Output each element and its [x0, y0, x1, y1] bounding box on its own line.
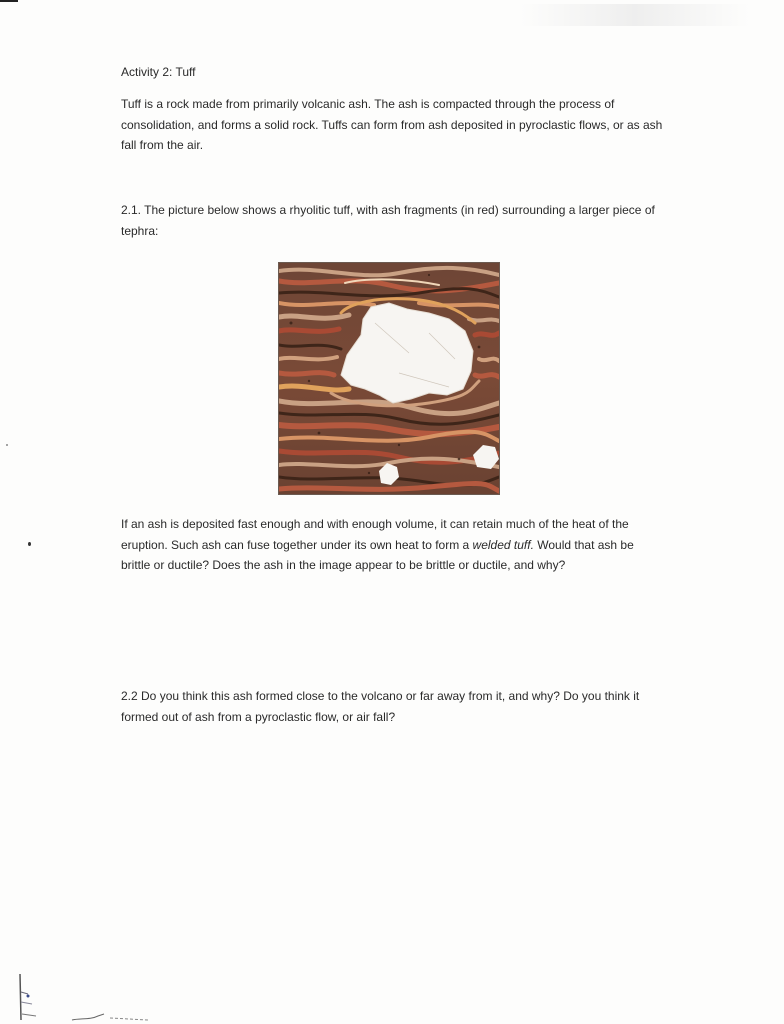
- question-2-2: [121, 686, 721, 727]
- scan-artifact: [70, 1008, 150, 1024]
- intro-line: Tuff is a rock made from primarily volcanic ash. The ash is compacted through the process of: [121, 97, 615, 111]
- welded-text: eruption. Such ash can fuse together under its own heat to form a: [121, 537, 473, 552]
- welded-line: [121, 535, 721, 556]
- scan-smudge: [520, 4, 750, 26]
- question-2-2-line: formed out of ash from a pyroclastic flow, or air fall?: [121, 709, 396, 724]
- scan-speck: [28, 542, 31, 546]
- welded-text: Would that ash be: [533, 537, 634, 552]
- activity-title: Activity 2: Tuff: [121, 65, 196, 79]
- intro-line: fall from the air.: [121, 138, 204, 152]
- question-2-1-line: tephra:: [121, 223, 159, 238]
- scan-speck: [6, 444, 8, 446]
- question-2-2-line: 2.2 Do you think this ash formed close to the volcano or far away from it, and why? Do you think it: [121, 689, 640, 703]
- welded-line: If an ash is deposited fast enough and with enough volume, it can retain much of the heat of the: [121, 517, 629, 531]
- scan-corner-mark: [0, 0, 18, 2]
- scan-artifact: [18, 972, 44, 1022]
- welded-line: brittle or ductile? Does the ash in the image appear to be brittle or ductile, and why?: [121, 558, 566, 572]
- tuff-photo: [278, 262, 500, 495]
- question-2-1: [121, 200, 721, 241]
- welded-tuff-term: welded tuff.: [472, 537, 534, 552]
- welded-tuff-question: [121, 514, 721, 576]
- intro-line: consolidation, and forms a solid rock. Tuffs can form from ash deposited in pyroclastic flows, or as ash: [121, 117, 663, 132]
- question-2-1-line: 2.1. The picture below shows a rhyolitic tuff, with ash fragments (in red) surrounding a larger piece of: [121, 203, 655, 217]
- intro-paragraph: [121, 94, 721, 156]
- tuff-photo-image: [279, 263, 499, 494]
